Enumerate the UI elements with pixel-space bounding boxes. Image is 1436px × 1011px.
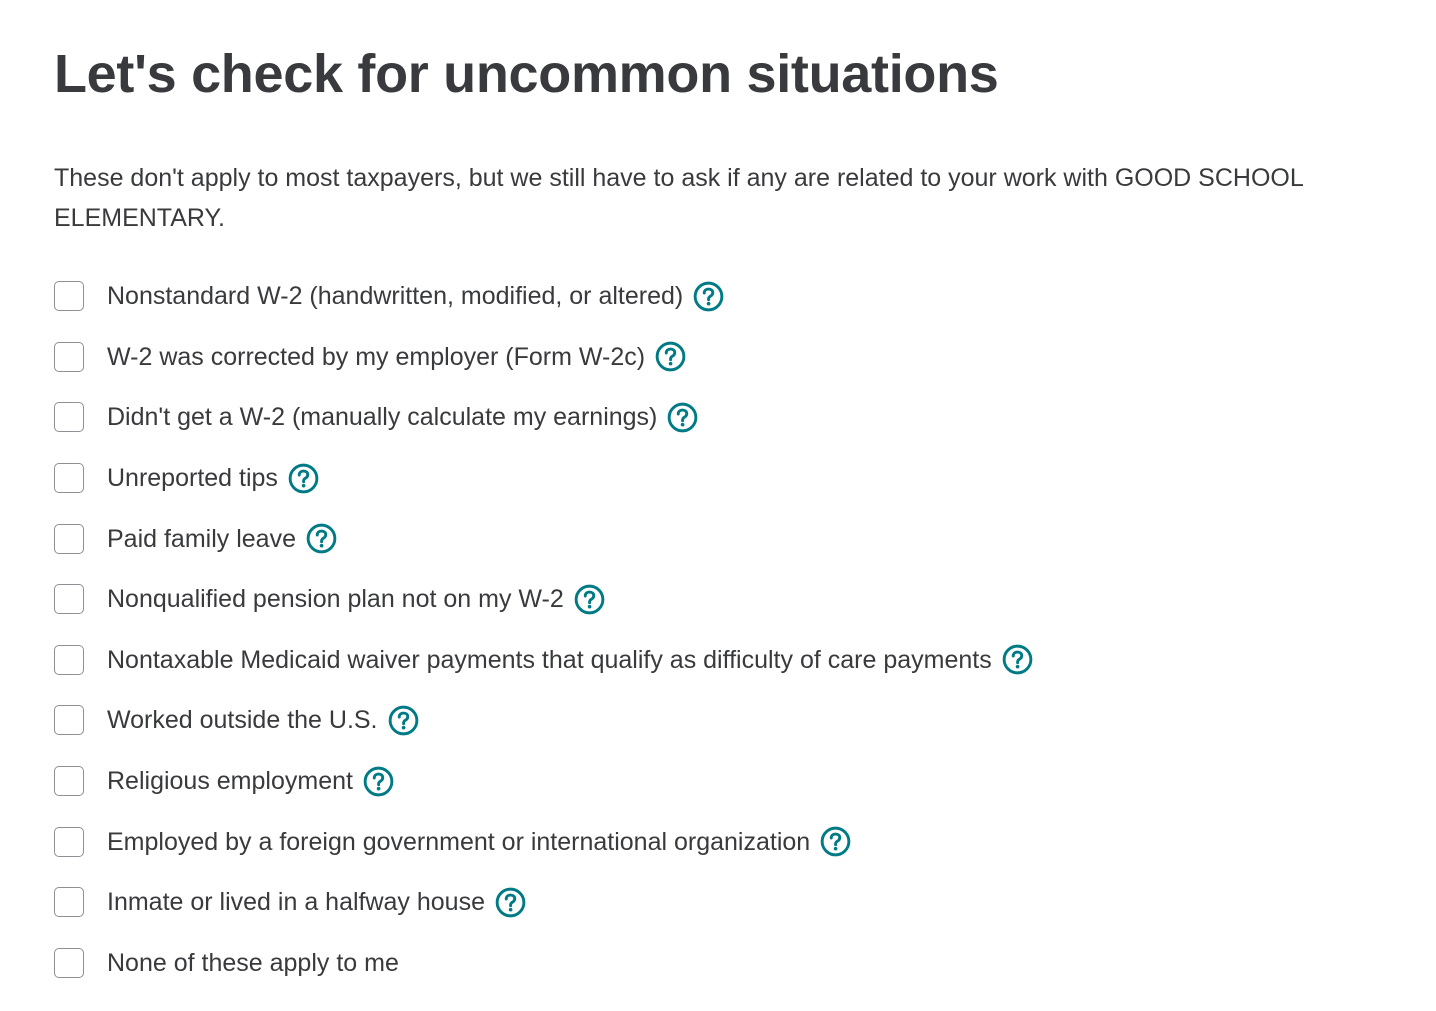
option-label[interactable]: Nonstandard W-2 (handwritten, modified, or altered) — [107, 282, 684, 311]
checkbox[interactable] — [54, 281, 84, 311]
option-label[interactable]: Unreported tips — [107, 464, 278, 493]
page-title: Let's check for uncommon situations — [54, 44, 999, 104]
checkbox[interactable] — [54, 948, 84, 978]
option-inmate-halfway-house — [54, 872, 1414, 933]
checkbox[interactable] — [54, 524, 84, 554]
question-circle-icon[interactable] — [655, 341, 686, 372]
question-circle-icon[interactable] — [363, 766, 394, 797]
checkbox[interactable] — [54, 463, 84, 493]
checkbox[interactable] — [54, 705, 84, 735]
question-circle-icon[interactable] — [693, 281, 724, 312]
checkbox[interactable] — [54, 402, 84, 432]
option-none-apply — [54, 933, 1414, 994]
checkbox[interactable] — [54, 645, 84, 675]
option-no-w2 — [54, 387, 1414, 448]
option-foreign-government — [54, 811, 1414, 872]
checkbox[interactable] — [54, 342, 84, 372]
option-medicaid-waiver — [54, 630, 1414, 691]
intro-text: These don't apply to most taxpayers, but we still have to ask if any are related to your work with GOOD SCHOOL ELEMENTARY. — [54, 164, 1303, 232]
option-unreported-tips — [54, 448, 1414, 509]
checkbox[interactable] — [54, 584, 84, 614]
option-label[interactable]: None of these apply to me — [107, 948, 399, 977]
option-worked-outside-us — [54, 690, 1414, 751]
option-label[interactable]: Employed by a foreign government or international organization — [107, 827, 811, 856]
option-nonqualified-pension — [54, 569, 1414, 630]
checkbox[interactable] — [54, 766, 84, 796]
option-religious-employment — [54, 751, 1414, 812]
option-label[interactable]: Nonqualified pension plan not on my W-2 — [107, 585, 564, 614]
checkbox[interactable] — [54, 887, 84, 917]
option-label[interactable]: Inmate or lived in a halfway house — [107, 888, 485, 917]
options-list — [54, 266, 1414, 993]
question-circle-icon[interactable] — [820, 826, 851, 857]
question-circle-icon[interactable] — [495, 887, 526, 918]
option-label[interactable]: Nontaxable Medicaid waiver payments that qualify as difficulty of care payments — [107, 645, 992, 674]
option-nonstandard-w2 — [54, 266, 1414, 327]
option-label[interactable]: Paid family leave — [107, 524, 296, 553]
option-label[interactable]: Religious employment — [107, 767, 353, 796]
question-circle-icon[interactable] — [667, 402, 698, 433]
option-label[interactable]: W-2 was corrected by my employer (Form W-2c) — [107, 342, 646, 371]
question-circle-icon[interactable] — [574, 584, 605, 615]
question-circle-icon[interactable] — [388, 705, 419, 736]
option-label[interactable]: Worked outside the U.S. — [107, 706, 378, 735]
question-circle-icon[interactable] — [1002, 644, 1033, 675]
option-label[interactable]: Didn't get a W-2 (manually calculate my earnings) — [107, 403, 658, 432]
question-circle-icon[interactable] — [288, 463, 319, 494]
question-circle-icon[interactable] — [306, 523, 337, 554]
checkbox[interactable] — [54, 827, 84, 857]
option-paid-family-leave — [54, 508, 1414, 569]
option-w2-corrected — [54, 327, 1414, 388]
